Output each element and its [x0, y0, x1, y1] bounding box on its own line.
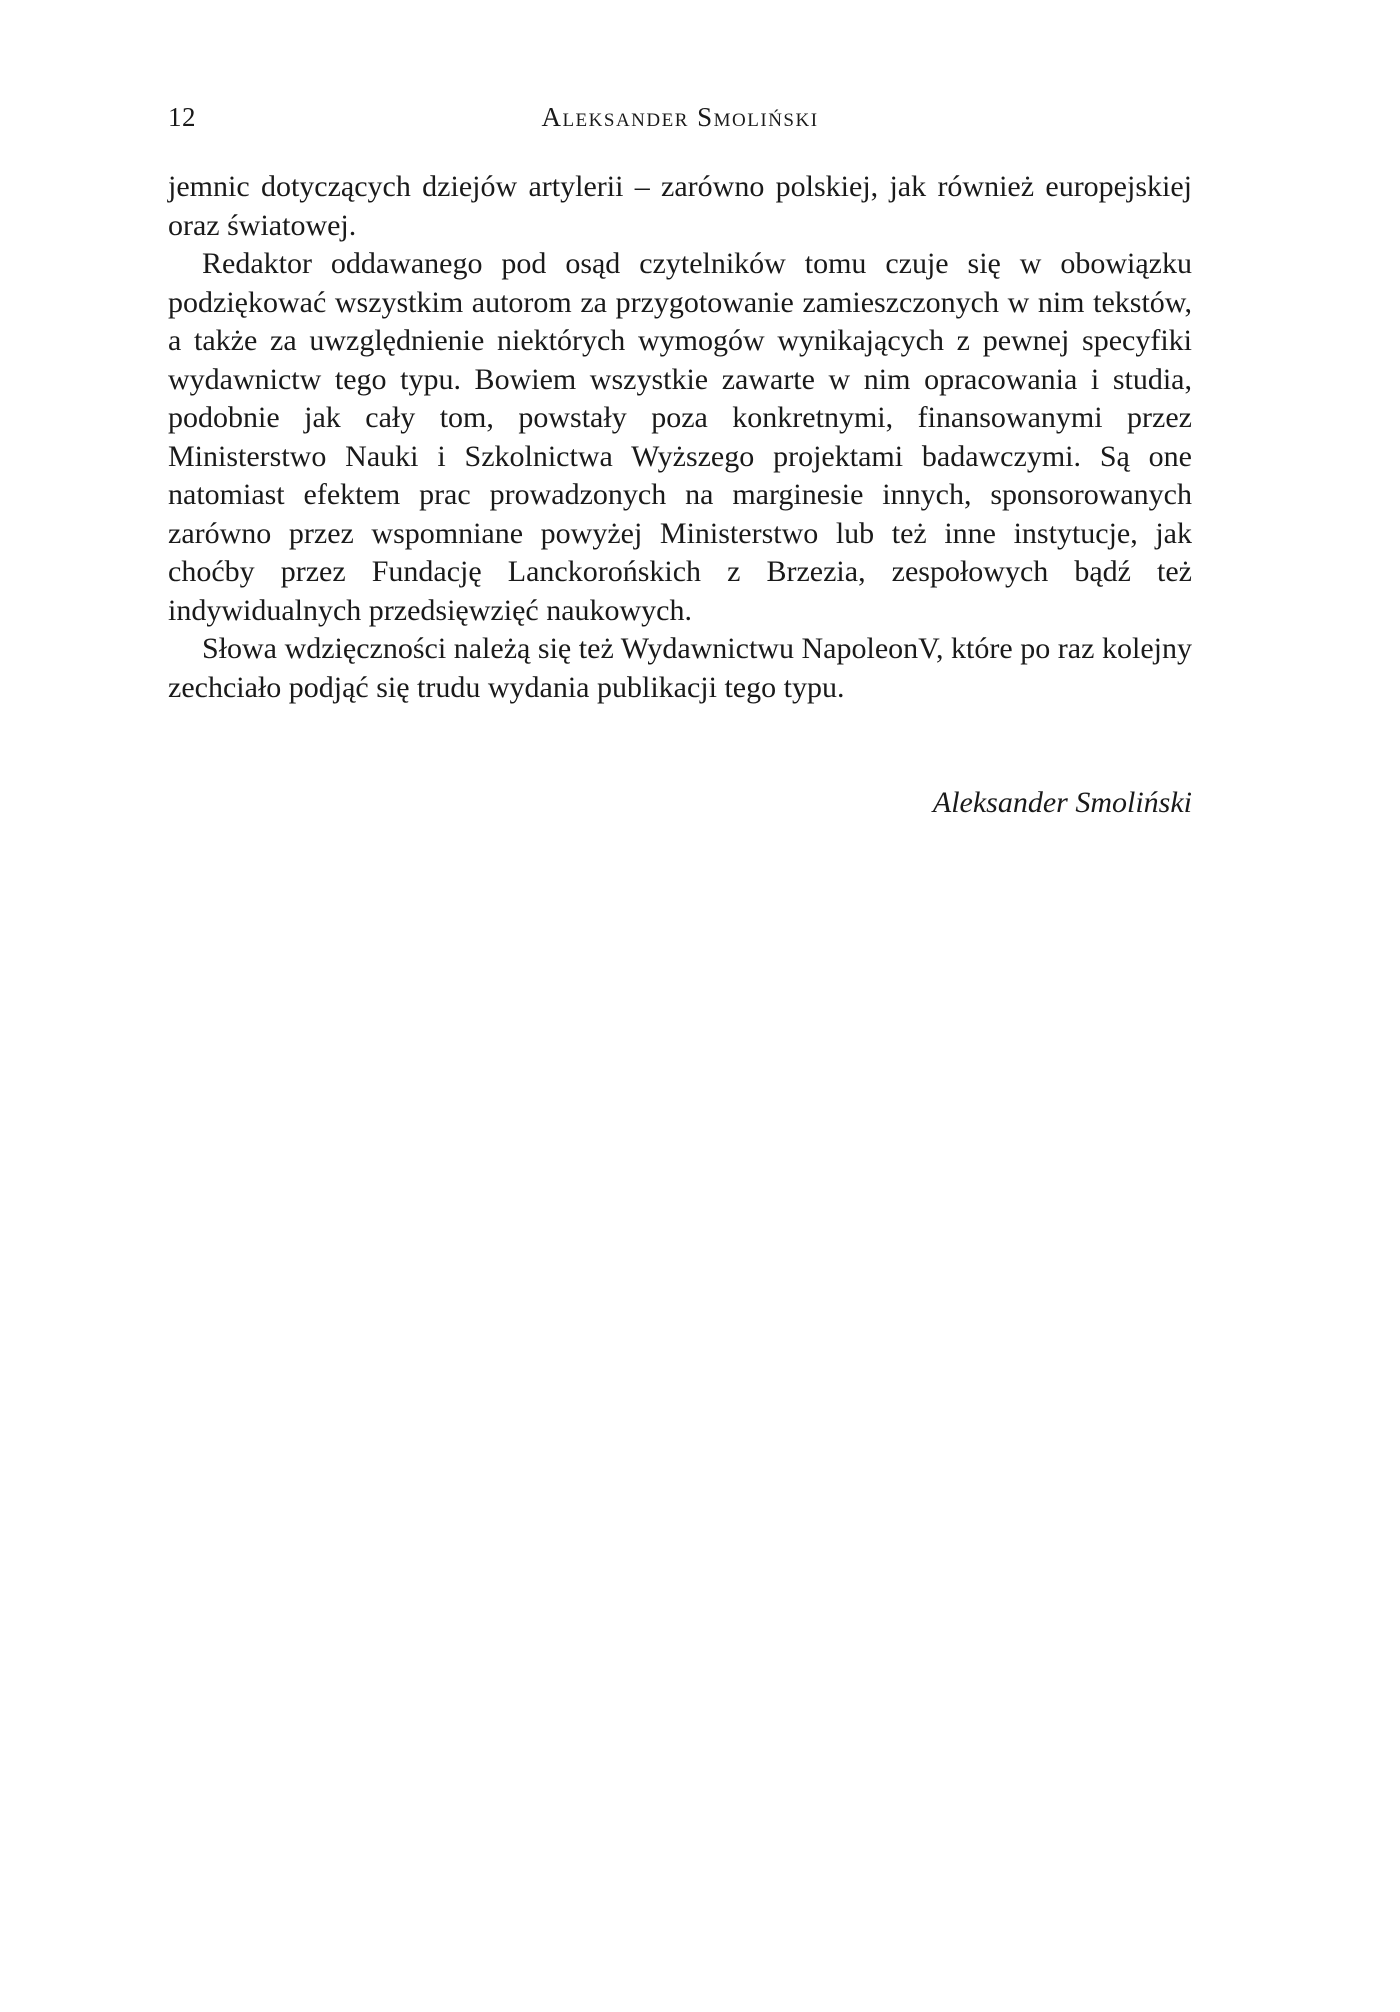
body-text: [168, 168, 1192, 707]
paragraph-acknowledgement-publisher: Słowa wdzięczności należą się też Wydawnictwu NapoleonV, które po raz kolejny zechciało podjąć się trudu wydania publikacji tego typu.: [168, 632, 1192, 704]
paragraph-continuation: jemnic dotyczących dziejów artylerii – zarówno polskiej, jak również europejskiej oraz światowej.: [168, 170, 1192, 242]
running-head: [168, 98, 1192, 138]
paragraph-acknowledgement-authors: Redaktor oddawanego pod osąd czytelników tomu czuje się w obowiązku podziękować wszystkim autorom za przygotowanie zamieszczonych w nim tekstów, a także za uwzględnienie niektórych wymogów wynikających z pewnej specyfiki wydawnictw tego typu. Bowiem wszystkie zawarte w nim opracowania i studia, podobnie jak cały tom, powstały poza konkretnymi, finansowanymi przez Ministerstwo Nauki i Szkolnictwa Wyższego projektami badawczymi. Są one natomiast efektem prac prowadzonych na marginesie innych, sponsorowanych zarówno przez wspomniane powyżej Ministerstwo lub też inne instytucje, jak choćby przez Fundację Lanckorońskich z Brzezia, zespołowych bądź też indywidualnych przedsięwzięć naukowych.: [168, 247, 1192, 627]
signature: Aleksander Smoliński: [932, 786, 1192, 819]
running-head-author: Aleksander Smoliński: [541, 102, 819, 132]
page-number: 12: [168, 102, 196, 132]
